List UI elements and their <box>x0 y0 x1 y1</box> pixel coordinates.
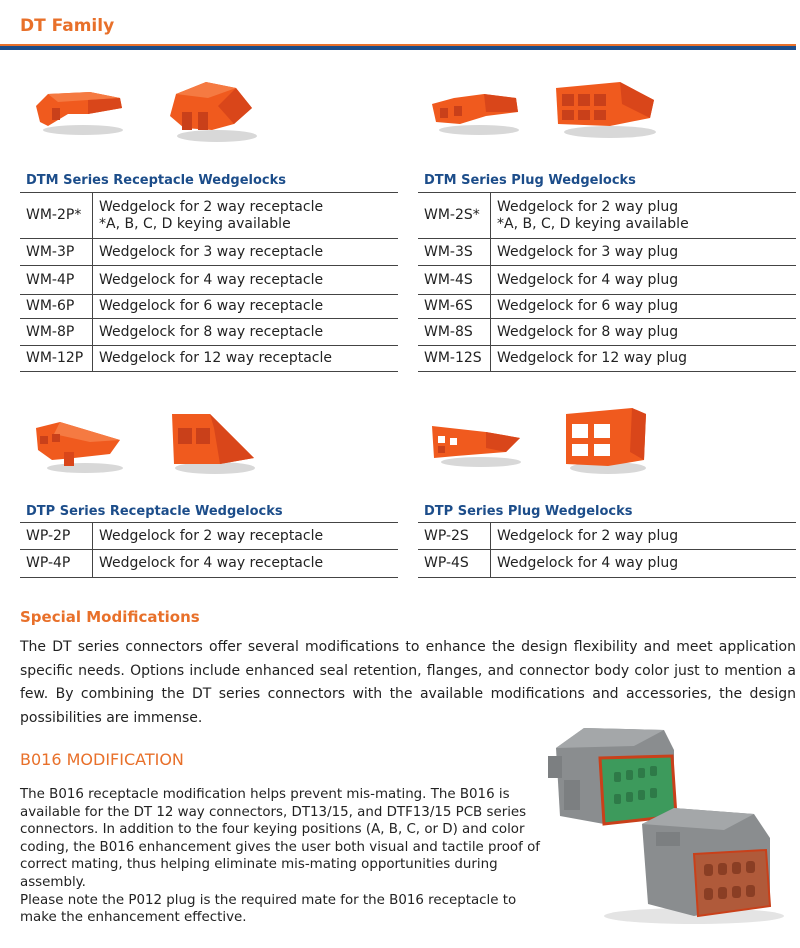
dtp-receptacle-wedgelock-large-image <box>160 408 260 476</box>
table-row <box>20 295 398 319</box>
part-code: WM-2P* <box>20 193 93 239</box>
part-description: Wedgelock for 4 way plug <box>491 550 797 578</box>
dtm-plug-wedgelock-small-image <box>424 82 524 138</box>
dtm-receptacle-table <box>20 192 398 372</box>
part-code: WM-4P <box>20 266 93 295</box>
dtm-receptacle-wedgelock-large-image <box>162 76 262 146</box>
b016-title: B016 MODIFICATION <box>20 750 184 769</box>
part-code: WP-2P <box>20 523 93 550</box>
part-code: WM-6P <box>20 295 93 319</box>
part-description: Wedgelock for 8 way receptacle <box>93 319 399 346</box>
dtm-receptacle-title: DTM Series Receptacle Wedgelocks <box>26 173 286 188</box>
part-description: Wedgelock for 2 way plug <box>491 523 797 550</box>
part-code: WM-6S <box>418 295 491 319</box>
table-row <box>418 319 796 346</box>
dtm-plug-wedgelock-large-image <box>550 74 660 140</box>
dtp-receptacle-table <box>20 522 398 578</box>
part-code: WP-2S <box>418 523 491 550</box>
part-code: WM-2S* <box>418 193 491 239</box>
part-description: Wedgelock for 12 way plug <box>491 346 797 372</box>
table-row <box>20 193 398 239</box>
part-description-line: Wedgelock for 2 way receptacle <box>99 198 324 215</box>
page-title: DT Family <box>20 16 115 36</box>
dtm-receptacle-wedgelock-small-image <box>28 78 128 138</box>
part-description: Wedgelock for 2 way receptacle <box>93 523 399 550</box>
dtp-receptacle-wedgelock-small-image <box>30 414 126 476</box>
table-row <box>418 346 796 372</box>
part-code: WP-4P <box>20 550 93 578</box>
part-code: WM-3S <box>418 239 491 266</box>
part-description: Wedgelock for 6 way receptacle <box>93 295 399 319</box>
part-description: Wedgelock for 3 way plug <box>491 239 797 266</box>
table-row <box>20 319 398 346</box>
b016-connector-image <box>544 720 794 930</box>
part-code: WM-3P <box>20 239 93 266</box>
table-row <box>418 239 796 266</box>
special-modifications-title: Special Modifications <box>20 608 200 626</box>
part-description: Wedgelock for 4 way plug <box>491 266 797 295</box>
part-description: Wedgelock for 4 way receptacle <box>93 266 399 295</box>
table-row <box>418 295 796 319</box>
part-description: Wedgelock for 3 way receptacle <box>93 239 399 266</box>
part-code: WM-8P <box>20 319 93 346</box>
part-description: Wedgelock for 4 way receptacle <box>93 550 399 578</box>
header-rule-blue <box>0 46 796 50</box>
part-code: WM-12S <box>418 346 491 372</box>
table-row <box>418 523 796 550</box>
table-row <box>20 346 398 372</box>
dtp-plug-wedgelock-small-image <box>426 418 526 470</box>
table-row <box>20 523 398 550</box>
table-row <box>20 239 398 266</box>
b016-paragraph: The B016 receptacle modification helps prevent mis-mating. The B016 is available for the DT 12 way connectors, DT13/15, and DTF13/15 PCB series connectors. In addition to the four keying positions (A, B, C, or D) and color coding, the B016 enhancement gives the user both visual and tactile proof of correct mating, thus helping eliminate mis-mating opportunities during assembly. <box>20 787 541 890</box>
special-modifications-body: The DT series connectors offer several modifications to enhance the design flexibility and meet application specific needs. Options include enhanced seal retention, flanges, and connector body color just to mention a few. By combining the DT series connectors with the available modifications and accessories, the design possibilities are immense. <box>20 639 796 726</box>
part-description <box>491 193 797 239</box>
dtp-receptacle-title: DTP Series Receptacle Wedgelocks <box>26 504 283 519</box>
part-code: WM-4S <box>418 266 491 295</box>
dtm-plug-title: DTM Series Plug Wedgelocks <box>424 173 636 188</box>
part-description: Wedgelock for 6 way plug <box>491 295 797 319</box>
dtm-plug-table <box>418 192 796 372</box>
part-description: Wedgelock for 8 way plug <box>491 319 797 346</box>
table-row <box>418 193 796 239</box>
table-row <box>418 266 796 295</box>
b016-note: Please note the P012 plug is the required mate for the B016 receptacle to make the enhancement effective. <box>20 892 517 926</box>
part-description-line: Wedgelock for 2 way plug <box>497 198 679 215</box>
keying-note: *A, B, C, D keying available <box>497 215 689 232</box>
table-row <box>418 550 796 578</box>
table-row <box>20 266 398 295</box>
dtp-plug-table <box>418 522 796 578</box>
part-code: WP-4S <box>418 550 491 578</box>
keying-note: *A, B, C, D keying available <box>99 215 291 232</box>
dtp-plug-title: DTP Series Plug Wedgelocks <box>424 504 633 519</box>
dtp-plug-wedgelock-large-image <box>558 404 654 476</box>
part-code: WM-12P <box>20 346 93 372</box>
part-description: Wedgelock for 12 way receptacle <box>93 346 399 372</box>
table-row <box>20 550 398 578</box>
b016-body <box>20 786 540 927</box>
part-code: WM-8S <box>418 319 491 346</box>
part-description <box>93 193 399 239</box>
